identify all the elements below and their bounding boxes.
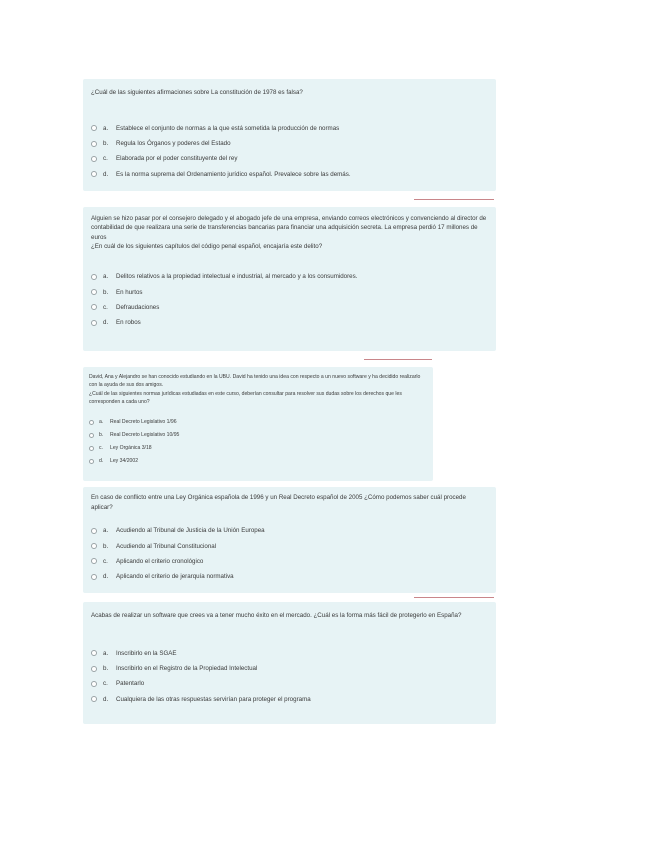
option-letter: b. — [103, 288, 109, 296]
option-letter: a. — [103, 649, 109, 657]
answer-options — [89, 416, 427, 468]
option-text: Acudiendo al Tribunal de Justicia de la Unión Europea — [116, 527, 265, 535]
option-text: Aplicando el criterio cronológico — [116, 557, 204, 565]
option-letter: a. — [103, 124, 109, 132]
option-text: Ley 34/2002 — [110, 458, 139, 465]
option-text: Establece el conjunto de normas a la que está sometida la producción de normas — [116, 124, 340, 132]
option-letter: d. — [103, 573, 109, 581]
option-text: En hurtos — [116, 288, 143, 296]
radio-icon[interactable] — [89, 420, 94, 425]
radio-icon[interactable] — [91, 543, 97, 549]
answer-option-d[interactable] — [91, 692, 488, 707]
radio-icon[interactable] — [91, 156, 97, 162]
option-letter: c. — [103, 557, 108, 565]
question-subtext: ¿En cuál de los siguientes capítulos del código penal español, encajaría este delito? — [91, 242, 323, 250]
radio-icon[interactable] — [91, 320, 97, 326]
answer-option-b[interactable] — [91, 539, 488, 554]
option-text: Cualquiera de las otras respuestas servirían para proteger el programa — [116, 695, 311, 703]
option-letter: c. — [99, 445, 103, 452]
answer-option-c[interactable] — [91, 151, 488, 166]
question-text: ¿Cuál de las siguientes afirmaciones sobre La constitución de 1978 es falsa? — [91, 89, 303, 96]
question-card-4 — [83, 487, 496, 593]
radio-icon[interactable] — [89, 433, 94, 438]
answer-option-a[interactable] — [91, 646, 488, 661]
option-text: Inscribirlo en el Registro de la Propiedad Intelectual — [116, 665, 258, 673]
answer-option-d[interactable] — [89, 455, 427, 468]
option-letter: a. — [103, 273, 109, 281]
question-card-2 — [83, 207, 496, 351]
answer-option-b[interactable] — [89, 429, 427, 442]
radio-icon[interactable] — [91, 274, 97, 280]
radio-icon[interactable] — [91, 304, 97, 310]
option-text: Real Decreto Legislativo 10/95 — [110, 432, 180, 439]
option-text: Acudiendo al Tribunal Constitucional — [116, 542, 217, 550]
option-text: Aplicando el criterio de jerarquía normativa — [116, 573, 234, 581]
radio-icon[interactable] — [89, 459, 94, 464]
option-text: Patentarlo — [116, 680, 145, 688]
radio-icon[interactable] — [91, 171, 97, 177]
radio-icon[interactable] — [91, 574, 97, 580]
option-letter: c. — [103, 155, 108, 163]
option-text: Es la norma suprema del Ordenamiento jurídico español. Prevalece sobre las demás. — [116, 170, 351, 178]
radio-icon[interactable] — [91, 681, 97, 687]
option-letter: b. — [103, 542, 109, 550]
answer-option-d[interactable] — [91, 315, 488, 330]
option-letter: b. — [103, 140, 109, 148]
option-letter: b. — [99, 432, 104, 439]
option-text: Delitos relativos a la propiedad intelectual e industrial, al mercado y a los consumidores. — [116, 273, 358, 281]
radio-icon[interactable] — [91, 125, 97, 131]
option-letter: c. — [103, 680, 108, 688]
answer-option-b[interactable] — [91, 661, 488, 676]
radio-icon[interactable] — [91, 650, 97, 656]
question-card-3 — [83, 367, 433, 481]
option-letter: b. — [103, 665, 109, 673]
answer-option-a[interactable] — [91, 269, 488, 284]
option-text: Defraudaciones — [116, 303, 160, 311]
question-text: En caso de conflicto entre una Ley Orgánica española de 1996 y un Real Decreto español de 2005 ¿Cómo podemos saber cuál procede aplicar? — [91, 494, 466, 511]
option-letter: d. — [103, 170, 109, 178]
question-card-1 — [83, 79, 496, 191]
option-text: En robos — [116, 319, 141, 327]
option-letter: c. — [103, 303, 108, 311]
question-text: Acabas de realizar un software que crees va a tener mucho éxito en el mercado. ¿Cuál es la forma más fácil de protegerlo en España? — [91, 612, 462, 619]
answer-option-c[interactable] — [89, 442, 427, 455]
radio-icon[interactable] — [89, 446, 94, 451]
answer-options — [91, 523, 488, 584]
answer-option-c[interactable] — [91, 676, 488, 691]
option-letter: d. — [103, 319, 109, 327]
answer-option-b[interactable] — [91, 136, 488, 151]
option-text: Inscribirlo en la SGAE — [116, 649, 177, 657]
question-text: David, Ana y Alejandro se han conocido estudiando en la UBU. David ha tenido una idea con respecto a un nuevo software y ha decidido realizarlo con la ayuda de sus dos amigos. — [89, 374, 421, 389]
radio-icon[interactable] — [91, 289, 97, 295]
option-text: Elaborada por el poder constituyente del rey — [116, 155, 238, 163]
answer-option-b[interactable] — [91, 284, 488, 299]
option-text: Ley Orgánica 3/18 — [110, 445, 152, 452]
question-text: Alguien se hizo pasar por el consejero delegado y el abogado jefe de una empresa, enviando correos electrónicos y convenciendo al director de contabilidad de que realizara una serie de transferencias bancarias para financiar una adquisición secreta. La empresa perdió 17 millones de euros — [91, 215, 487, 241]
answer-option-a[interactable] — [91, 523, 488, 538]
radio-icon[interactable] — [91, 558, 97, 564]
answer-option-d[interactable] — [91, 167, 488, 182]
answer-options — [91, 646, 488, 707]
answer-option-a[interactable] — [89, 416, 427, 429]
answer-option-a[interactable] — [91, 121, 488, 136]
answer-option-d[interactable] — [91, 569, 488, 584]
answer-option-c[interactable] — [91, 554, 488, 569]
divider-line — [414, 597, 494, 598]
radio-icon[interactable] — [91, 141, 97, 147]
option-text: Real Decreto Legislativo 1/96 — [110, 419, 177, 426]
option-text: Regula los Órganos y poderes del Estado — [116, 140, 231, 148]
option-letter: a. — [99, 419, 104, 426]
option-letter: d. — [99, 458, 104, 465]
option-letter: d. — [103, 695, 109, 703]
answer-option-c[interactable] — [91, 300, 488, 315]
divider-line — [414, 199, 494, 200]
answer-options — [91, 121, 488, 182]
question-card-5 — [83, 602, 496, 724]
radio-icon[interactable] — [91, 696, 97, 702]
divider-line — [364, 359, 432, 360]
question-subtext: ¿Cuál de las siguientes normas jurídicas estudiadas en este curso, deberían consultar para resolver sus dudas sobre los derechos que les corresponden a cada uno? — [89, 391, 402, 406]
option-letter: a. — [103, 527, 109, 535]
radio-icon[interactable] — [91, 666, 97, 672]
radio-icon[interactable] — [91, 528, 97, 534]
answer-options — [91, 269, 488, 330]
